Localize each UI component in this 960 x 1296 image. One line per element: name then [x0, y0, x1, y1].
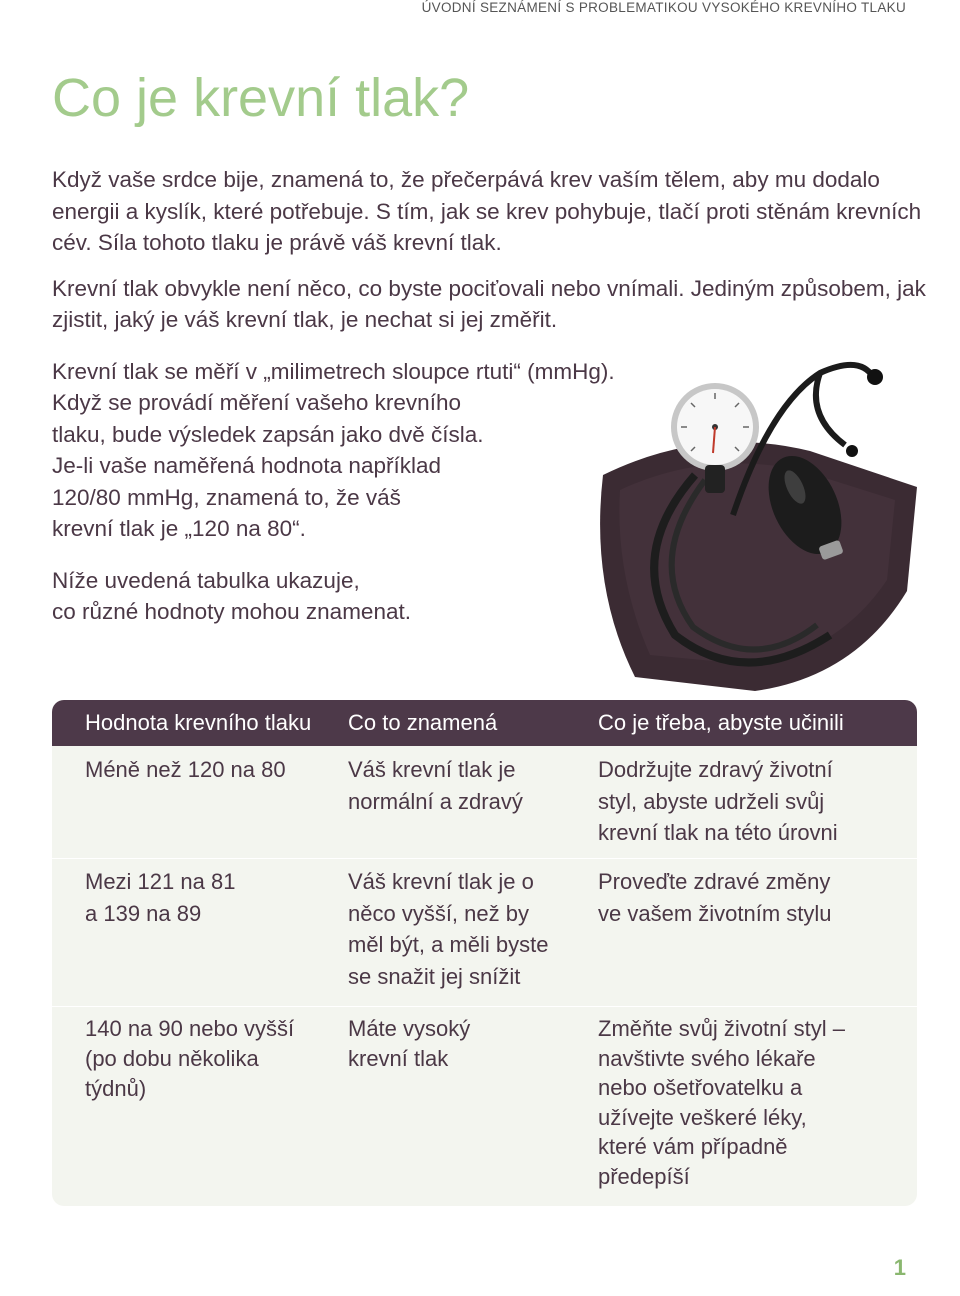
cell-line: Máte vysoký	[348, 1016, 471, 1041]
cell-line: ve vašem životním stylu	[598, 900, 832, 926]
sphygmomanometer-image	[555, 355, 930, 700]
intro-line: tlaku, bude výsledek zapsán jako dvě čísla.	[52, 421, 484, 447]
meaning-cell	[348, 866, 588, 992]
cell-line: krevní tlak	[348, 1046, 449, 1071]
cell-line: Změňte svůj životní styl –	[598, 1016, 845, 1041]
intro-paragraph-2: Krevní tlak obvykle není něco, co byste pociťovali nebo vnímali. Jediným způsobem, jak zjistit, jaký je váš krevní tlak, je nechat si jej změřit.	[52, 275, 926, 332]
bp-value-cell	[85, 754, 335, 786]
cell-line: užívejte veškeré léky,	[598, 1104, 807, 1130]
cell-line: které vám případně	[598, 1134, 788, 1159]
cell-line: předepíší	[598, 1163, 690, 1189]
table-row	[52, 746, 917, 859]
intro-line: co různé hodnoty mohou znamenat.	[52, 599, 411, 624]
cell-line: styl, abyste udrželi svůj	[598, 788, 825, 814]
cell-line: Váš krevní tlak je	[348, 757, 516, 782]
intro-line: krevní tlak je „120 na 80“.	[52, 516, 306, 541]
running-header: ÚVODNÍ SEZNÁMENÍ S PROBLEMATIKOU VYSOKÉHO KREVNÍHO TLAKU	[421, 0, 906, 15]
cell-line: týdnů)	[85, 1076, 147, 1101]
table-row	[52, 1007, 917, 1206]
cell-line: nebo ošetřovatelku a	[598, 1075, 803, 1100]
cell-line: něco vyšší, než by	[348, 900, 529, 926]
cell-line: a 139 na 89	[85, 900, 202, 926]
cell-line: měl být, a měli byste	[348, 932, 549, 957]
intro-line: Když se provádí měření vašeho krevního	[52, 390, 461, 415]
cell-line: navštivte svého lékaře	[598, 1045, 816, 1071]
meaning-cell	[348, 1014, 588, 1074]
cell-line: Váš krevní tlak je o	[348, 869, 534, 894]
cell-line: 140 na 90 nebo vyšší	[85, 1016, 295, 1041]
intro-paragraph-1: Když vaše srdce bije, znamená to, že přečerpává krev vaším tělem, aby mu dodalo energii a kyslík, které potřebuje. S tím, jak se krev pohybuje, tlačí proti stěnám krevních cév. Síla tohoto tlaku je právě váš krevní tlak.	[52, 167, 922, 255]
table-row	[52, 859, 917, 1007]
column-header: Hodnota krevního tlaku	[85, 710, 312, 735]
intro-line: Níže uvedená tabulka ukazuje,	[52, 567, 360, 593]
cell-line: normální a zdravý	[348, 788, 523, 814]
table-header	[52, 700, 917, 746]
action-cell	[598, 866, 898, 929]
meaning-cell	[348, 754, 588, 817]
cell-line: se snažit jej snížit	[348, 963, 521, 989]
cell-line: (po dobu několika	[85, 1046, 259, 1071]
cell-line: Proveďte zdravé změny	[598, 869, 831, 894]
action-cell	[598, 754, 898, 849]
cell-line: Dodržujte zdravý životní	[598, 757, 833, 782]
page-title: Co je krevní tlak?	[52, 68, 470, 128]
action-cell	[598, 1014, 898, 1191]
page-number: 1	[893, 1255, 906, 1280]
intro-line: 120/80 mmHg, znamená to, že váš	[52, 484, 401, 510]
cell-line: Mezi 121 na 81	[85, 869, 236, 894]
cell-line: krevní tlak na této úrovni	[598, 820, 838, 845]
blood-pressure-table	[52, 700, 917, 1206]
bp-value-cell	[85, 1014, 335, 1104]
intro-line: Je-li vaše naměřená hodnota například	[52, 453, 441, 478]
column-header: Co je třeba, abyste učinili	[598, 710, 844, 735]
column-header: Co to znamená	[348, 710, 498, 735]
cell-line: Méně než 120 na 80	[85, 757, 286, 782]
bp-value-cell	[85, 866, 335, 929]
intro-line: Krevní tlak se měří v „milimetrech sloupce rtuti“ (mmHg).	[52, 358, 615, 384]
